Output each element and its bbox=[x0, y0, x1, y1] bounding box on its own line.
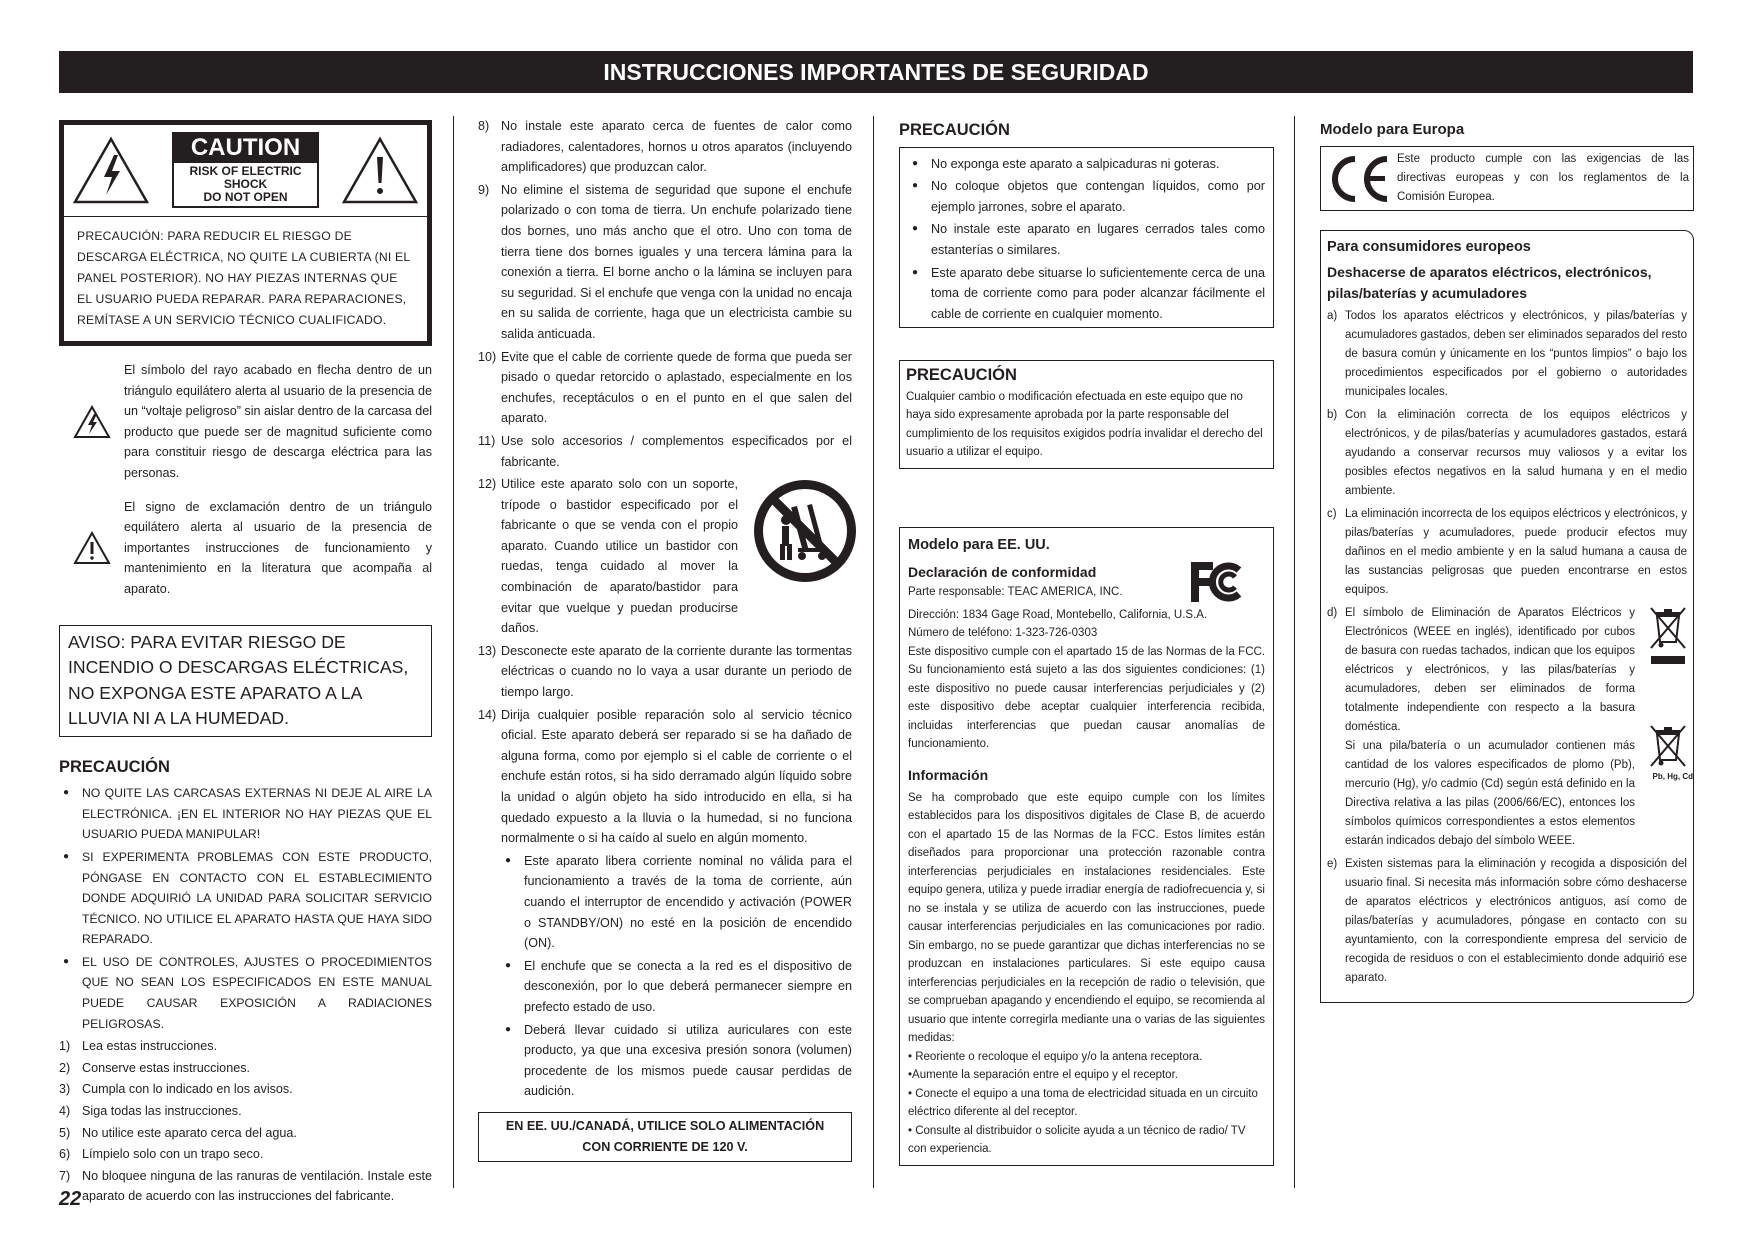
item-text: Todos los aparatos eléctricos y electrónicos, y pilas/baterías y acumuladores gastados, deben ser eliminados separados del resto de basura común y únicamente en los “puntos limpios” o bajo los procedimientos especificados por el gobierno o autoridades municipales locales. bbox=[1345, 309, 1688, 398]
item-text: No elimine el sistema de seguridad que supone el enchufe polarizado o con toma de tierra. Un enchufe polarizado tiene dos bornes, uno más ancho que el otro. Uno con toma de tierra tiene dos bornes iguales y una tercera lámina para la conexión a tierra. El borne ancho o la lámina se incluyen para su seguridad. Si el enchufe que venga con la unidad no encaja en su salida de corriente, haga que un electricista cambie su salida anticuada. bbox=[501, 182, 852, 341]
item-letter: a) bbox=[1327, 309, 1338, 322]
item-text: Con la eliminación correcta de los equipos eléctricos y electrónicos, y de pilas/baterías y acumuladores gastados, estará ayudando a conservar recursos muy valiosos y a evitar los posibles efectos negativos en la salud humana y en el medio ambiente. bbox=[1345, 408, 1687, 497]
fcc-paragraph: Este dispositivo cumple con el apartado 15 de las Normas de la FCC. Su funcionamiento está sujeto a las dos siguientes condiciones: (1) este dispositivo no puede causar interferencias perjudiciales y (2) este dispositivo debe aceptar cualquier interferencia recibida, incluidas interferencias que puedan causar anomalías de funcionamiento. bbox=[908, 645, 1265, 751]
list-item: ● No exponga este aparato a salpicaduras ni goteras. bbox=[908, 154, 1265, 175]
item-letter: e) bbox=[1327, 857, 1338, 870]
ce-text: Este producto cumple con las exigencias de las directivas europeas y con los reglamentos de la Comisión Europea. bbox=[1397, 152, 1689, 203]
column-3 bbox=[899, 120, 1274, 1166]
weee-bin-icon bbox=[1645, 604, 1691, 668]
list-item bbox=[1327, 406, 1687, 501]
europe-heading: Modelo para Europa bbox=[1320, 121, 1465, 138]
fcc-contact-0: Parte responsable: TEAC AMERICA, INC. bbox=[908, 585, 1123, 598]
item-number: 4) bbox=[59, 1104, 71, 1119]
eu-list bbox=[1327, 307, 1693, 988]
list-item bbox=[59, 1123, 432, 1144]
list-item bbox=[1327, 505, 1687, 600]
item-text: No bloquee ninguna de las ranuras de ventilación. Instale este aparato de acuerdo con las instrucciones del fabricante. bbox=[82, 1168, 432, 1204]
item-number: 10) bbox=[478, 349, 497, 364]
item-text: No utilice este aparato cerca del agua. bbox=[82, 1125, 297, 1140]
item-text: Siga todas las instrucciones. bbox=[82, 1104, 242, 1119]
precaucion-box bbox=[899, 147, 1274, 329]
column-divider bbox=[1294, 116, 1295, 1188]
item-text-wrap bbox=[1345, 604, 1693, 851]
list-item: ● No coloque objetos que contengan líquidos, como por ejemplo jarrones, sobre el aparato. bbox=[908, 176, 1265, 217]
fcc-logo-icon bbox=[1187, 558, 1251, 606]
item-text: El símbolo de Eliminación de Aparatos Eléctricos y Electrónicos (WEEE en inglés), identificado por cubos de basura con ruedas tachados, indican que los equipos eléctricos y electrónicos, y las pilas/baterías y acumuladores, deben ser eliminados de forma totalmente independiente con respecto a la basura doméstica. bbox=[1345, 606, 1635, 733]
item-text: Use solo accesorios / complementos especificados por el fabricante. bbox=[501, 433, 852, 469]
weee-bin-chem-icon bbox=[1645, 724, 1691, 772]
item-number: 6) bbox=[59, 1147, 71, 1162]
item-number: 13) bbox=[478, 643, 497, 658]
caution-sub-line2: DO NOT OPEN bbox=[203, 190, 288, 204]
column-4 bbox=[1320, 120, 1694, 1003]
item-text: Evite que el cable de corriente quede de forma que pueda ser pisado o quedar retorcido o aplastado, especialmente en los enchufes, receptáculos o en el punto en el que salen del aparato. bbox=[501, 349, 852, 426]
caution-label: CAUTION bbox=[172, 132, 319, 163]
item-letter: d) bbox=[1327, 606, 1338, 619]
exclamation-symbol-text: El signo de exclamación dentro de un triángulo equilátero alerta al usuario de la presencia de importantes instrucciones de funcionamiento y mantenimiento en la literatura que acompaña al aparato. bbox=[124, 499, 432, 596]
item-number: 12) bbox=[478, 477, 497, 492]
fcc-contact-1: Dirección: 1834 Gage Road, Montebello, California, U.S.A. bbox=[908, 608, 1208, 621]
fcc-box bbox=[899, 527, 1274, 1166]
caution-sub bbox=[172, 163, 319, 208]
column-1 bbox=[59, 120, 432, 1207]
instructions-list-cont bbox=[478, 116, 852, 849]
item-text: Existen sistemas para la eliminación y recogida a disposición del usuario final. Si necesita más información sobre cómo deshacerse de aparatos eléctricos y electrónicos antiguos, así como de pilas/baterías y acumuladores, póngase en contacto con su ayuntamiento, con la correspondiente empresa del servicio de recogida de residuos o con el establecimiento donde adquirió ese aparato. bbox=[1345, 857, 1687, 984]
item-number: 9) bbox=[478, 182, 490, 197]
eu-heading: Para consumidores europeos bbox=[1327, 238, 1531, 255]
lightning-symbol-text: El símbolo del rayo acabado en flecha dentro de un triángulo equilátero alerta al usuario de la presencia de un “voltaje peligroso” sin aislar dentro de la carcasa del producto que puede ser de magnitud suficiente como para constituir riesgo de descarga eléctrica para las personas. bbox=[124, 363, 433, 480]
list-item: ● Este aparato libera corriente nominal no válida para el funcionamiento a través de la toma de corriente, aún cuando el interruptor de encendido y activación (POWER o STANDBY/ON) no esté en la posición de encendido (ON). bbox=[501, 851, 852, 954]
info-paragraph: Se ha comprobado que este equipo cumple con los límites establecidos para los dispositivos digitales de Clase B, de acuerdo con el apartado 15 de las Normas de la FCC. Estos límites están diseñados para proporcionar una protección razonable contra interferencias perjudiciales en instalaciones residenciales. Este equipo genera, utiliza y puede irradiar energía de radiofrecuencia y, si no se instala y se utiliza de acuerdo con las instrucciones, puede causar interferencias perjudiciales en las comunicaciones por radio. Sin embargo, no se puede garantizar que dichas interferencias no se produzcan en instalaciones particulares. Si este equipo causa interferencias perjudiciales en la recepción de radio o televisión, que se comprueban apagando y encendiendo el equipo, se recomienda al usuario que intente corregirla mediante una o varias de las siguientes medidas: bbox=[908, 791, 1265, 1045]
measure-item: • Consulte al distribuidor o solicite ayuda a un técnico de radio/ TV con experiencia. bbox=[908, 1124, 1246, 1156]
list-item: ● EL USO DE CONTROLES, AJUSTES O PROCEDIMIENTOS QUE NO SEAN LOS ESPECIFICADOS EN ESTE MANUAL PUEDE CAUSAR EXPOSICIÓN A RADIACIONES PELIGROSAS. bbox=[59, 952, 432, 1034]
item-text: Si una pila/batería o un acumulador contienen más cantidad de los valores especificados de plomo (Pb), mercurio (Hg), y/o cadmio (Cd) según está definido en la Directiva relativa a las pilas (2006/66/EC), entonces los símbolos químicos correspondientes a estos elementos estarán indicados debajo del símbolo WEEE. bbox=[1345, 739, 1635, 847]
list-item bbox=[59, 1144, 432, 1165]
item-text-wrap bbox=[501, 474, 860, 639]
item-number: 7) bbox=[59, 1168, 71, 1183]
modification-heading: PRECAUCIÓN bbox=[906, 366, 1017, 385]
measure-item: •Aumente la separación entre el equipo y el receptor. bbox=[908, 1069, 1178, 1082]
item-text: Dirija cualquier posible reparación solo al servicio técnico oficial. Este aparato deberá ser reparado si se ha dañado de alguna forma, como por ejemplo si el cable de corriente o el enchufe están rotos, si ha sido derramado algún líquido sobre la unidad o algún objeto ha sido introducido en ella, si ha quedado expuesto a la lluvia o la humedad, si no funciona normalmente o si ha caído al suelo en algún momento. bbox=[501, 707, 852, 846]
item-text: Lea estas instrucciones. bbox=[82, 1039, 218, 1054]
ce-box bbox=[1320, 146, 1694, 211]
caution-sub-line1: RISK OF ELECTRIC SHOCK bbox=[189, 164, 302, 191]
item-number: 3) bbox=[59, 1082, 71, 1097]
weee-chem-label: Pb, Hg, Cd bbox=[1652, 771, 1693, 781]
exclamation-warning-icon bbox=[341, 135, 419, 205]
eu-subheading: Deshacerse de aparatos eléctricos, electrónicos, pilas/baterías y acumuladores bbox=[1327, 263, 1652, 301]
precaucion-list bbox=[59, 783, 432, 1034]
item-number: 1) bbox=[59, 1039, 71, 1054]
list-item: ● Deberá llevar cuidado si utiliza auriculares con este producto, ya que una excesiva presión sonora (volumen) procedente de los mismos puede causar perdidas de audición. bbox=[501, 1020, 852, 1102]
item-number: 11) bbox=[478, 433, 496, 448]
measure-item: • Conecte el equipo a una toma de electricidad situada en un circuito eléctrico diferente al del receptor. bbox=[908, 1087, 1258, 1119]
modification-box bbox=[899, 360, 1274, 469]
item-text: Desconecte este aparato de la corriente durante las tormentas eléctricas o cuando no lo vaya a usar durante un periodo de tiempo largo. bbox=[501, 643, 852, 700]
item-letter: c) bbox=[1327, 507, 1337, 520]
list-item: ● No instale este aparato en lugares cerrados tales como estanterías o similares. bbox=[908, 219, 1265, 260]
list-item bbox=[478, 116, 852, 178]
cart-warning-icon bbox=[750, 476, 860, 586]
page-title: INSTRUCCIONES IMPORTANTES DE SEGURIDAD bbox=[59, 51, 1693, 93]
caution-label-box bbox=[59, 120, 432, 346]
measure-item: • Reoriente o recoloque el equipo y/o la antena receptora. bbox=[908, 1050, 1203, 1063]
list-item bbox=[1327, 307, 1687, 402]
column-divider bbox=[453, 116, 454, 1188]
list-item: ● NO QUITE LAS CARCASAS EXTERNAS NI DEJE AL AIRE LA ELECTRÓNICA. ¡EN EL INTERIOR NO HAY PIEZAS QUE EL USUARIO PUEDA MANIPULAR! bbox=[59, 783, 432, 845]
instructions-list bbox=[59, 1036, 432, 1207]
list-item: ● Este aparato debe situarse lo suficientemente cerca de una toma de corriente como para poder alcanzar fácilmente el cable de corriente en cualquier momento. bbox=[908, 263, 1265, 325]
list-item bbox=[59, 1079, 432, 1100]
ce-mark-icon bbox=[1325, 153, 1393, 205]
list-item bbox=[478, 431, 852, 472]
list-item: ● El enchufe que se conecta a la red es el dispositivo de desconexión, por lo que deberá permanecer siempre en prefecto estado de uso. bbox=[501, 956, 852, 1018]
item-text: No instale este aparato cerca de fuentes de calor como radiadores, calentadores, hornos u otros aparatos (incluyendo amplificadores) que produzcan calor. bbox=[501, 119, 852, 175]
page-number: 22 bbox=[59, 1188, 82, 1210]
item-text: Cumpla con lo indicado en los avisos. bbox=[82, 1082, 293, 1097]
item-text: Límpielo solo con un trapo seco. bbox=[82, 1147, 264, 1162]
item-number: 14) bbox=[478, 707, 497, 722]
list-item bbox=[1327, 855, 1687, 988]
precaucion-heading-2: PRECAUCIÓN bbox=[899, 121, 1010, 139]
fcc-contact-2: Número de teléfono: 1-323-726-0303 bbox=[908, 627, 1098, 640]
list-item bbox=[59, 1101, 432, 1122]
list-item bbox=[59, 1166, 432, 1207]
column-divider bbox=[873, 116, 874, 1188]
info-heading: Información bbox=[908, 766, 989, 783]
list-item bbox=[478, 347, 852, 429]
voltage-notice: EN EE. UU./CANADÁ, UTILICE SOLO ALIMENTACIÓN CON CORRIENTE DE 120 V. bbox=[478, 1112, 852, 1162]
modification-text: Cualquier cambio o modificación efectuada en este equipo que no haya sido expresamente aprobada por la parte responsable del cumplimiento de los requisitos exigidos podría invalidar el derecho del usuario a utilizar el equipo. bbox=[906, 390, 1263, 459]
lightning-warning-icon bbox=[72, 135, 150, 205]
item-number: 5) bbox=[59, 1125, 71, 1140]
list-item bbox=[478, 641, 852, 703]
list-item bbox=[478, 705, 852, 849]
item-text: Conserve estas instrucciones. bbox=[82, 1060, 250, 1075]
item-text: La eliminación incorrecta de los equipos eléctricos y electrónicos, y pilas/baterías y acumuladores, puede producir efectos muy dañinos en el medio ambiente y en la salud humana a causa de las sustancias peligrosas que pueden encontrarse en estos equipos. bbox=[1345, 507, 1687, 596]
fcc-heading: Modelo para EE. UU. bbox=[908, 536, 1050, 553]
exclamation-triangle-icon bbox=[73, 531, 111, 565]
aviso-box: AVISO: PARA EVITAR RIESGO DE INCENDIO O DESCARGAS ELÉCTRICAS, NO EXPONGA ESTE APARATO A LA LLUVIA NI A LA HUMEDAD. bbox=[59, 625, 432, 737]
precaucion-list-2 bbox=[908, 154, 1265, 325]
list-item bbox=[478, 180, 852, 345]
item-number: 8) bbox=[478, 119, 490, 133]
list-item bbox=[478, 474, 852, 639]
item-number: 2) bbox=[59, 1060, 71, 1075]
list-item bbox=[59, 1036, 432, 1057]
column-2 bbox=[478, 116, 852, 1162]
fcc-subheading: Declaración de conformidad bbox=[908, 563, 1097, 580]
list-item: ● SI EXPERIMENTA PROBLEMAS CON ESTE PRODUCTO, PÓNGASE EN CONTACTO CON EL ESTABLECIMIENTO DONDE ADQUIRIÓ LA UNIDAD PARA SOLICITAR SERVICIO TÉCNICO. NO UTILICE EL APARATO HASTA QUE HAYA SIDO REPARADO. bbox=[59, 847, 432, 950]
lightning-triangle-icon bbox=[73, 405, 111, 439]
eu-consumers-box bbox=[1320, 230, 1694, 1003]
caution-text: PRECAUCIÓN: PARA REDUCIR EL RIESGO DE DESCARGA ELÉCTRICA, NO QUITE LA CUBIERTA (NI EL PANEL POSTERIOR). NO HAY PIEZAS INTERNAS QUE EL USUARIO PUEDA REPARAR. PARA REPARACIONES, REMÍTASE A UN SERVICIO TÉCNICO CUALIFICADO. bbox=[77, 229, 410, 327]
item-letter: b) bbox=[1327, 408, 1338, 421]
list-item bbox=[59, 1058, 432, 1079]
list-item bbox=[1327, 604, 1693, 851]
item-text: Utilice este aparato solo con un soporte, trípode o bastidor especificado por el fabricante o que se venda con el propio aparato. Cuando utilice un bastidor con ruedas, tenga cuidado al mover la combinación de aparato/bastidor para evitar que vuelque y puedan producirse daños. bbox=[501, 477, 738, 636]
power-notes-list bbox=[501, 851, 852, 1102]
precaucion-heading: PRECAUCIÓN bbox=[59, 757, 170, 776]
